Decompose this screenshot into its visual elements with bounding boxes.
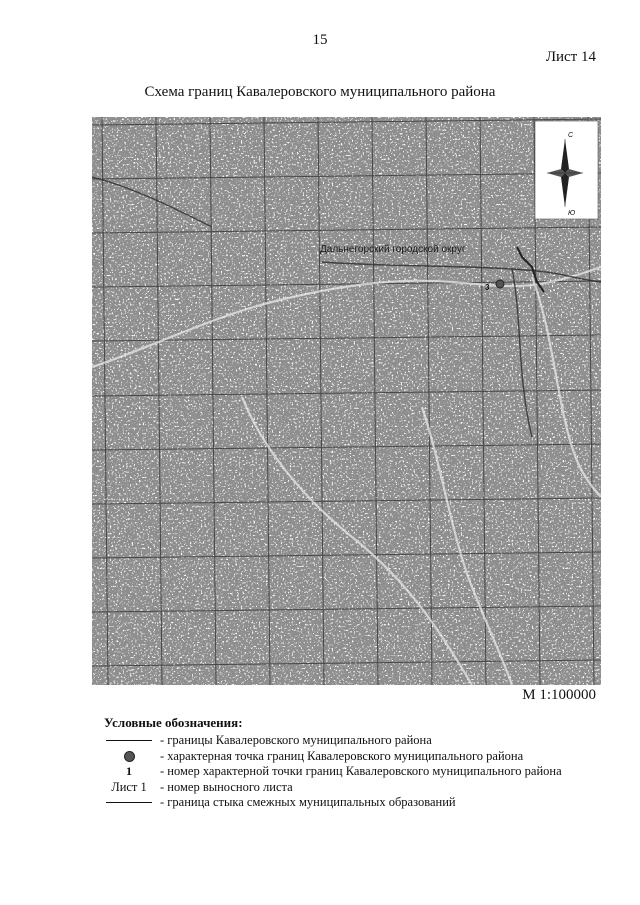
legend-item-boundary: [104, 733, 604, 749]
legend-symbol-line: [104, 740, 154, 741]
legend-item-sheet: [104, 780, 604, 796]
district-label: Дальнегорский городской округ: [320, 244, 466, 255]
legend-symbol-line: [104, 802, 154, 803]
map-canvas: [92, 117, 601, 685]
map-scale: М 1:100000: [522, 687, 596, 703]
map-title: Схема границ Кавалеровского муниципального района: [144, 84, 496, 100]
legend-symbol-number: 1: [126, 764, 132, 779]
legend-item-junction: [104, 795, 604, 811]
page-number: 15: [312, 32, 328, 48]
legend-item-text: - границы Кавалеровского муниципального района: [160, 733, 432, 748]
legend: [104, 715, 604, 811]
compass-south-label: Ю: [568, 210, 576, 217]
legend-symbol-sheet: Лист 1: [111, 779, 147, 794]
legend-item-text: - номер характерной точки границ Кавалеровского муниципального района: [160, 764, 562, 779]
legend-item-point: [104, 749, 604, 765]
legend-item-text: - характерная точка границ Кавалеровского муниципального района: [160, 748, 524, 763]
boundary-point-3: [496, 280, 504, 288]
sheet-label: Лист 14: [545, 49, 596, 65]
legend-symbol-dot: [104, 751, 154, 762]
legend-title: Условные обозначения:: [104, 715, 243, 730]
compass-rose: [535, 121, 598, 219]
topographic-map: [92, 117, 601, 685]
boundary-point-number: 3: [485, 283, 490, 292]
legend-item-text: - граница стыка смежных муниципальных образований: [160, 795, 456, 810]
legend-item-text: - номер выносного листа: [160, 779, 293, 794]
legend-item-point-number: [104, 764, 604, 780]
compass-north-label: С: [568, 132, 574, 139]
